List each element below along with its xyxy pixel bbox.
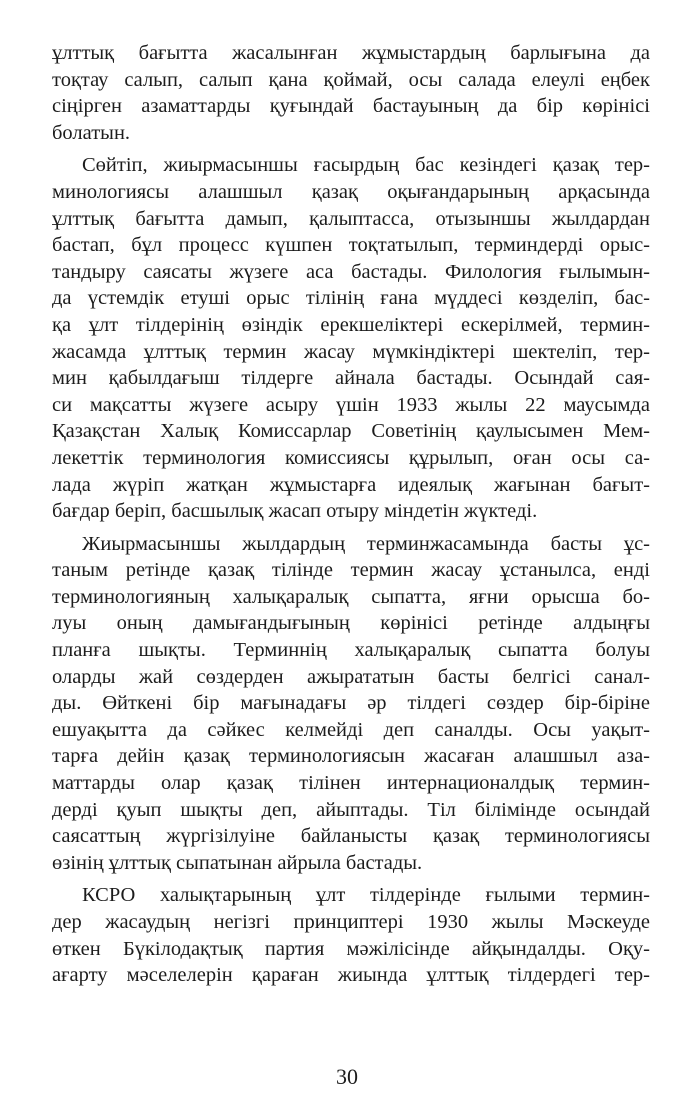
text-line: минологиясы алашшыл қазақ оқығандарының арқасында bbox=[52, 180, 650, 203]
text-line: Қазақстан Халық Комиссарлар Советінің қаулысымен Мем- bbox=[52, 420, 650, 443]
paragraph bbox=[52, 152, 650, 524]
text-line: Жиырмасыншы жылдардың терминжасамында басты ұс- bbox=[82, 532, 650, 555]
text-line: бастап, бұл процесс күшпен тоқтатылып, терминдерді орыс- bbox=[52, 234, 650, 257]
text-line: өзінің ұлттық сыпатынан айрыла бастады. bbox=[52, 851, 423, 874]
text-line: мин қабылдағыш тілдерге айнала бастады. Осындай сая- bbox=[52, 367, 650, 390]
text-line: бағдар беріп, басшылық жасап отыру міндетін жүктеді. bbox=[52, 500, 538, 523]
page-number: 30 bbox=[336, 1064, 358, 1089]
text-line: планға шықты. Терминнің халықаралық сыпатта болуы bbox=[52, 639, 650, 662]
text-line: Сөйтіп, жиырмасыншы ғасырдың бас кезіндегі қазақ тер- bbox=[82, 154, 650, 177]
paragraph bbox=[52, 40, 650, 146]
text-line: ешуақытта да сәйкес келмейді деп саналды. Осы уақыт- bbox=[52, 718, 650, 741]
text-line: өткен Бүкілодақтық партия мәжілісінде айқындалды. Оқу- bbox=[52, 937, 650, 960]
text-line: дер жасаудың негізгі принциптері 1930 жылы Мәскеуде bbox=[52, 911, 650, 933]
text-line: лада жүріп жатқан жұмыстарға идеялық жағынан бағыт- bbox=[52, 473, 650, 496]
text-line: жасамда ұлттық термин жасау мүмкіндіктері шектеліп, тер- bbox=[52, 340, 650, 363]
text-line: таным ретінде қазақ тілінде термин жасау ұстанылса, енді bbox=[52, 559, 650, 582]
text-line: дерді қуып шықты деп, айыптады. Тіл білімінде осындай bbox=[52, 798, 650, 821]
text-line: ағарту мәселелерін қараған жиында ұлттық тілдердегі тер- bbox=[52, 964, 650, 987]
text-line: си мақсатты жүзеге асыру үшін 1933 жылы 22 маусымда bbox=[52, 393, 650, 416]
page-body bbox=[52, 40, 650, 989]
text-line: тоқтау салып, салып қана қоймай, осы салада елеулі еңбек bbox=[52, 68, 650, 91]
text-line: ды. Өйткені бір мағынадағы әр тілдегі сөздер бір-біріне bbox=[52, 692, 650, 715]
text-line: тандыру саясаты жүзеге аса бастады. Филология ғылымын- bbox=[52, 260, 650, 283]
text-line: да үстемдік етуші орыс тілінің ғана мүддесі көзделіп, бас- bbox=[52, 287, 650, 310]
text-line: лекеттік терминология комиссиясы құрылып, оған осы са- bbox=[52, 446, 650, 469]
text-line: ұлттық бағытта жасалынған жұмыстардың барлығына да bbox=[52, 42, 650, 64]
text-line: луы оның дамығандығының көрінісі ретінде алдыңғы bbox=[52, 612, 650, 635]
text-line: тарға дейін қазақ терминологиясын жасаған алашшыл аза- bbox=[52, 745, 650, 768]
text-line: терминологияның халықаралық сыпатта, яғни орысша бо- bbox=[52, 585, 650, 608]
text-line: КСРО халықтарының ұлт тілдерінде ғылыми термин- bbox=[82, 884, 650, 907]
text-line: оларды жай сөздерден ажырататын басты белгісі санал- bbox=[52, 665, 650, 688]
text-line: саясаттың жүргізілуіне байланысты қазақ терминологиясы bbox=[52, 825, 650, 848]
text-line: болатын. bbox=[52, 121, 131, 144]
paragraph bbox=[52, 531, 650, 877]
text-line: сіңірген азаматтарды қуғындай бастауының да бір көрінісі bbox=[52, 95, 650, 118]
text-line: қа ұлт тілдерінің өзіндік ерекшеліктері ескерілмей, термин- bbox=[52, 313, 650, 336]
text-line: маттарды олар қазақ тілінен интернационалдық термин- bbox=[52, 772, 650, 795]
paragraph bbox=[52, 882, 650, 988]
text-line: ұлттық бағытта дамып, қалыптасса, отызыншы жылдардан bbox=[52, 207, 650, 230]
